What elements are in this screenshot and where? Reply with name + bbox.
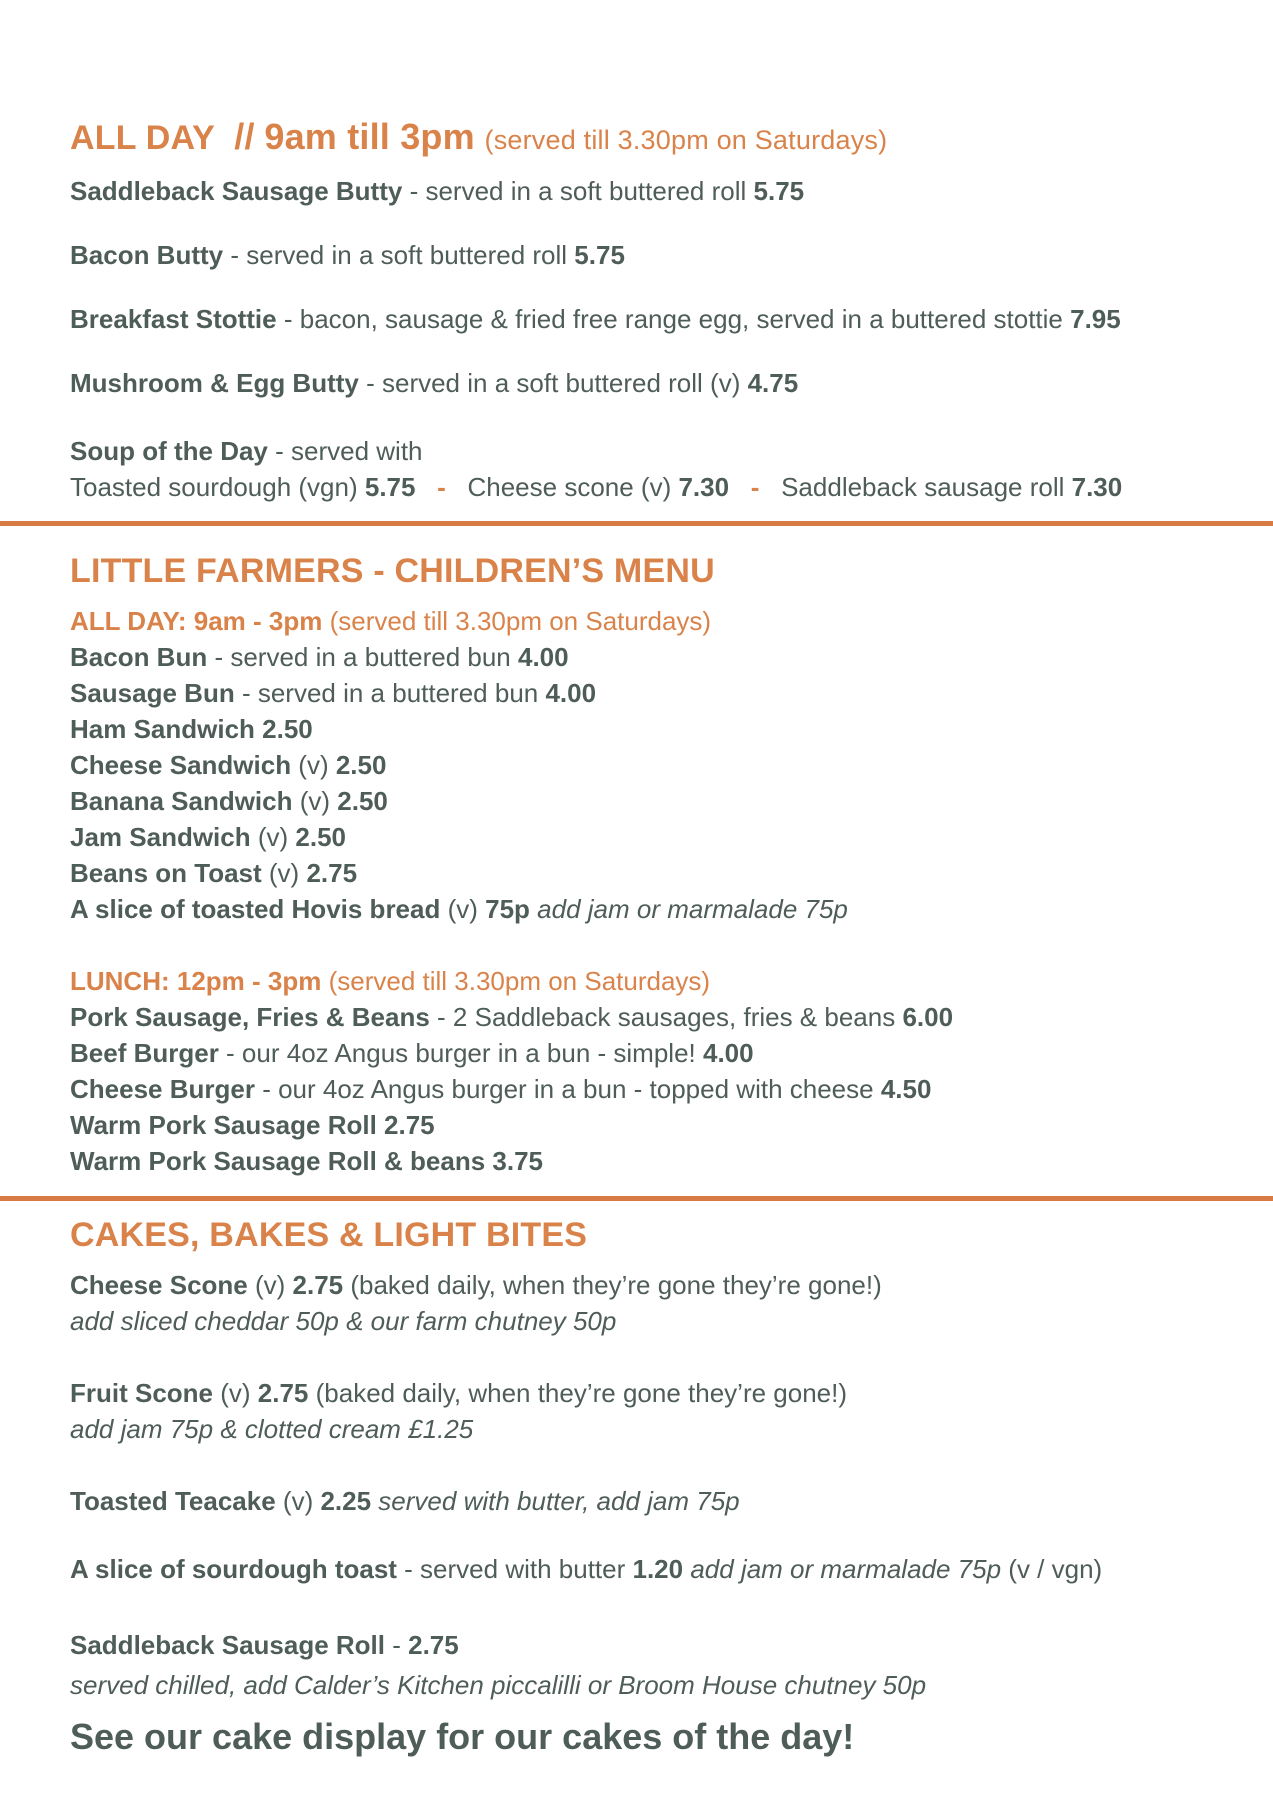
menu-item [70,368,798,399]
item-price: 4.00 [545,678,597,708]
menu-item-extra [70,1414,473,1445]
separator-dash: - [750,472,760,502]
menu-item [70,176,804,207]
item-name: Bacon Butty [70,240,224,270]
item-name: Toasted Teacake [70,1486,276,1516]
kids-lunch-label [70,966,710,997]
item-price: 2.50 [337,786,388,816]
item-price: 6.00 [902,1002,954,1032]
item-desc: - our 4oz Angus burger in a bun - topped with cheese [254,1074,881,1104]
item-name: Warm Pork Sausage Roll 2.75 [70,1110,435,1140]
item-price: 2.75 [257,1378,309,1408]
item-name: A slice of sourdough toast [70,1554,397,1584]
menu-item [70,240,625,271]
item-price: 2.50 [295,822,346,852]
allday-title: ALL DAY [70,119,215,157]
kids-allday-label [70,606,711,637]
menu-item [70,1002,953,1033]
menu-item [70,1038,754,1069]
item-name: A slice of toasted Hovis bread [70,894,441,924]
item-desc: - served in a soft buttered roll [402,176,754,206]
item-price: 7.30 [678,472,730,502]
item-desc: (v) [213,1378,258,1408]
menu-item [70,642,569,673]
item-extra: served with butter, add jam 75p [371,1486,740,1516]
menu-item-extra [70,1670,926,1701]
cakes-title: CAKES, BAKES & LIGHT BITES [70,1216,588,1254]
menu-item [70,678,596,709]
item-extra: add sliced cheddar 50p & our farm chutney 50p [70,1306,617,1336]
item-desc: (v) [291,750,336,780]
item-note: (baked daily, when they’re gone they’re gone!) [343,1270,882,1300]
item-name: Sausage Bun [70,678,235,708]
item-name: Ham Sandwich 2.50 [70,714,313,744]
menu-item [70,714,313,745]
item-desc: - bacon, sausage & fried free range egg, served in a buttered stottie [276,304,1071,334]
item-name: Beef Burger [70,1038,219,1068]
item-price: 2.50 [335,750,387,780]
item-name: Fruit Scone [70,1378,214,1408]
menu-item [70,1554,1102,1585]
menu-item [70,1270,882,1301]
menu-item [70,304,1121,335]
item-name: Soup of the Day [70,436,268,466]
item-price: 5.75 [574,240,625,270]
item-price: 2.25 [320,1486,372,1516]
section-divider [0,521,1273,526]
menu-item-extra [70,1306,616,1337]
cake-display-footer: See our cake display for our cakes of the day! [70,1716,855,1757]
menu-item [70,1486,740,1517]
item-name: Jam Sandwich [70,822,251,852]
menu-item [70,822,346,853]
label-note: (served till 3.30pm on Saturdays) [321,966,711,996]
soup-option: Saddleback sausage roll [781,472,1072,502]
item-price: 2.75 [292,1270,344,1300]
soup-options [70,472,1122,503]
item-desc: - served with [267,436,423,466]
menu-item [70,786,388,817]
item-name: Bacon Bun [70,642,208,672]
item-name: Mushroom & Egg Butty [70,368,359,398]
item-name: Beans on Toast [70,858,262,888]
item-extra: add jam or marmalade 75p [529,894,848,924]
item-extra: add jam or marmalade 75p [683,1554,1002,1584]
item-desc: - served with butter [396,1554,633,1584]
item-name: Saddleback Sausage Roll [70,1630,386,1660]
item-desc: - served in a soft buttered roll (v) [358,368,748,398]
item-name: Cheese Scone [70,1270,248,1300]
allday-sep: // [234,116,255,157]
allday-heading [70,116,887,158]
allday-note: (served till 3.30pm on Saturdays) [484,125,888,155]
item-price: 1.20 [632,1554,684,1584]
menu-item [70,894,848,925]
menu-item [70,1110,435,1141]
item-desc: - served in a buttered bun [234,678,546,708]
kids-title: LITTLE FARMERS - CHILDREN’S MENU [70,552,715,590]
menu-item [70,1378,847,1409]
separator-dash: - [437,472,446,502]
item-name: Banana Sandwich [70,786,293,816]
menu-item [70,750,386,781]
menu-item [70,858,357,889]
item-name: Warm Pork Sausage Roll & beans 3.75 [70,1146,543,1176]
item-name: Breakfast Stottie [70,304,277,334]
item-extra: served chilled, add Calder’s Kitchen piccalilli or Broom House chutney 50p [70,1670,927,1700]
item-desc: - served in a buttered bun [207,642,518,672]
item-price: 2.75 [306,858,358,888]
item-name: Pork Sausage, Fries & Beans [70,1002,430,1032]
item-price: 5.75 [753,176,805,206]
item-price: 4.50 [880,1074,932,1104]
item-diet: (v / vgn) [1001,1554,1103,1584]
soup-item [70,436,423,467]
item-desc: - our 4oz Angus burger in a bun - simple! [218,1038,703,1068]
item-name: Cheese Burger [70,1074,255,1104]
item-desc: (v) [292,786,338,816]
item-extra: add jam 75p & clotted cream £1.25 [70,1414,474,1444]
item-price: 4.00 [702,1038,754,1068]
item-price: 4.00 [517,642,569,672]
item-desc: - served in a soft buttered roll [223,240,575,270]
item-price: 7.30 [1071,472,1123,502]
item-price: 5.75 [364,472,416,502]
item-desc: (v) [261,858,307,888]
item-desc: (v) [250,822,296,852]
item-name: Saddleback Sausage Butty [70,176,403,206]
item-name: Cheese Sandwich [70,750,292,780]
item-price: 7.95 [1070,304,1121,334]
label: ALL DAY: 9am - 3pm [70,606,323,636]
soup-option: Cheese scone (v) [467,472,679,502]
label-note: (served till 3.30pm on Saturdays) [322,606,712,636]
item-desc: (v) [275,1486,321,1516]
item-desc: (v) [440,894,486,924]
menu-item [70,1074,931,1105]
item-price: 2.75 [408,1630,459,1660]
allday-time: 9am till 3pm [264,116,475,157]
menu-item [70,1146,543,1177]
item-desc: (v) [247,1270,293,1300]
menu-item [70,1630,459,1661]
section-divider [0,1196,1273,1201]
soup-option: Toasted sourdough (vgn) [70,472,365,502]
label: LUNCH: 12pm - 3pm [70,966,322,996]
item-desc: - [385,1630,409,1660]
item-price: 75p [485,894,530,924]
item-price: 4.75 [747,368,799,398]
item-note: (baked daily, when they’re gone they’re gone!) [308,1378,848,1408]
item-desc: - 2 Saddleback sausages, fries & beans [429,1002,903,1032]
